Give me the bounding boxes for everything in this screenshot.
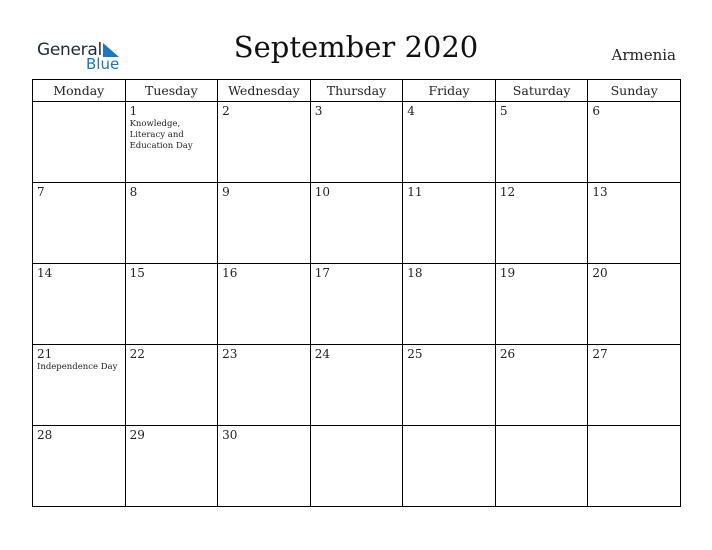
calendar-day-cell [588,102,681,183]
country-label: Armenia [611,46,676,64]
calendar-week-row [33,102,681,183]
calendar-day-cell [218,264,311,345]
day-number: 15 [129,266,145,280]
day-number: 25 [407,347,423,361]
calendar-day-cell [310,183,403,264]
calendar-week-row [33,345,681,426]
calendar-empty-cell [403,426,496,507]
day-number: 4 [407,104,415,118]
calendar-day-cell [33,345,126,426]
calendar-day-cell [218,183,311,264]
day-number: 10 [314,185,330,199]
calendar-day-cell [33,426,126,507]
calendar-day-cell [495,102,588,183]
weekday-tuesday: Tuesday [125,80,218,102]
calendar-day-cell [218,102,311,183]
calendar-day-cell [403,264,496,345]
day-number: 26 [499,347,516,361]
day-number: 1 [129,104,138,118]
logo-text-general: General [37,40,102,60]
day-number: 29 [129,428,145,442]
calendar-week-row [33,264,681,345]
weekday-monday: Monday [33,80,126,102]
day-number: 13 [592,185,608,199]
calendar-day-cell [125,264,218,345]
calendar-empty-cell [588,426,681,507]
day-number: 3 [314,104,323,118]
day-number: 14 [37,266,53,280]
calendar-day-cell [495,183,588,264]
calendar-day-cell [495,345,588,426]
calendar-day-cell [218,426,311,507]
calendar-day-cell [588,345,681,426]
day-number: 23 [222,347,238,361]
weekday-thursday: Thursday [310,80,403,102]
calendar-day-cell [310,345,403,426]
day-number: 30 [222,428,238,442]
calendar-day-cell [33,183,126,264]
calendar-day-cell [125,183,218,264]
calendar-empty-cell [33,102,126,183]
day-number: 19 [499,266,516,280]
day-number: 5 [499,104,508,118]
day-number: 27 [592,347,608,361]
calendar-day-cell [495,264,588,345]
day-number: 20 [592,266,608,280]
calendar-day-cell [218,345,311,426]
calendar-week-row [33,426,681,507]
calendar-day-cell [403,183,496,264]
calendar-day-cell [588,264,681,345]
day-number: 18 [407,266,423,280]
calendar-empty-cell [495,426,588,507]
day-number: 16 [222,266,238,280]
day-number: 2 [222,104,230,118]
calendar-day-cell [310,102,403,183]
calendar-day-cell [33,264,126,345]
calendar-title: September 2020 [233,30,479,64]
holiday-label: Knowledge, Literacy and Education Day [129,119,193,151]
holiday-label: Independence Day [37,362,118,372]
weekday-wednesday: Wednesday [218,80,311,102]
calendar-day-cell [588,183,681,264]
weekday-header-row [33,80,681,102]
calendar-body [33,102,681,507]
day-number: 17 [314,266,330,280]
calendar-grid [32,79,681,507]
calendar-day-cell [403,102,496,183]
day-number: 6 [592,104,601,118]
day-number: 8 [129,185,138,199]
day-number: 12 [499,185,516,199]
day-number: 11 [407,185,423,199]
calendar-empty-cell [310,426,403,507]
logo-text-blue: Blue [86,55,120,73]
day-number: 21 [37,347,53,361]
calendar-day-cell [125,345,218,426]
calendar-week-row [33,183,681,264]
weekday-friday: Friday [403,80,496,102]
day-number: 24 [314,347,330,361]
calendar-day-cell [125,102,218,183]
calendar-day-cell [310,264,403,345]
day-number: 22 [129,347,145,361]
weekday-sunday: Sunday [588,80,681,102]
calendar-day-cell [125,426,218,507]
day-number: 9 [222,185,230,199]
calendar-day-cell [403,345,496,426]
weekday-saturday: Saturday [495,80,588,102]
day-number: 28 [37,428,53,442]
day-number: 7 [37,185,45,199]
